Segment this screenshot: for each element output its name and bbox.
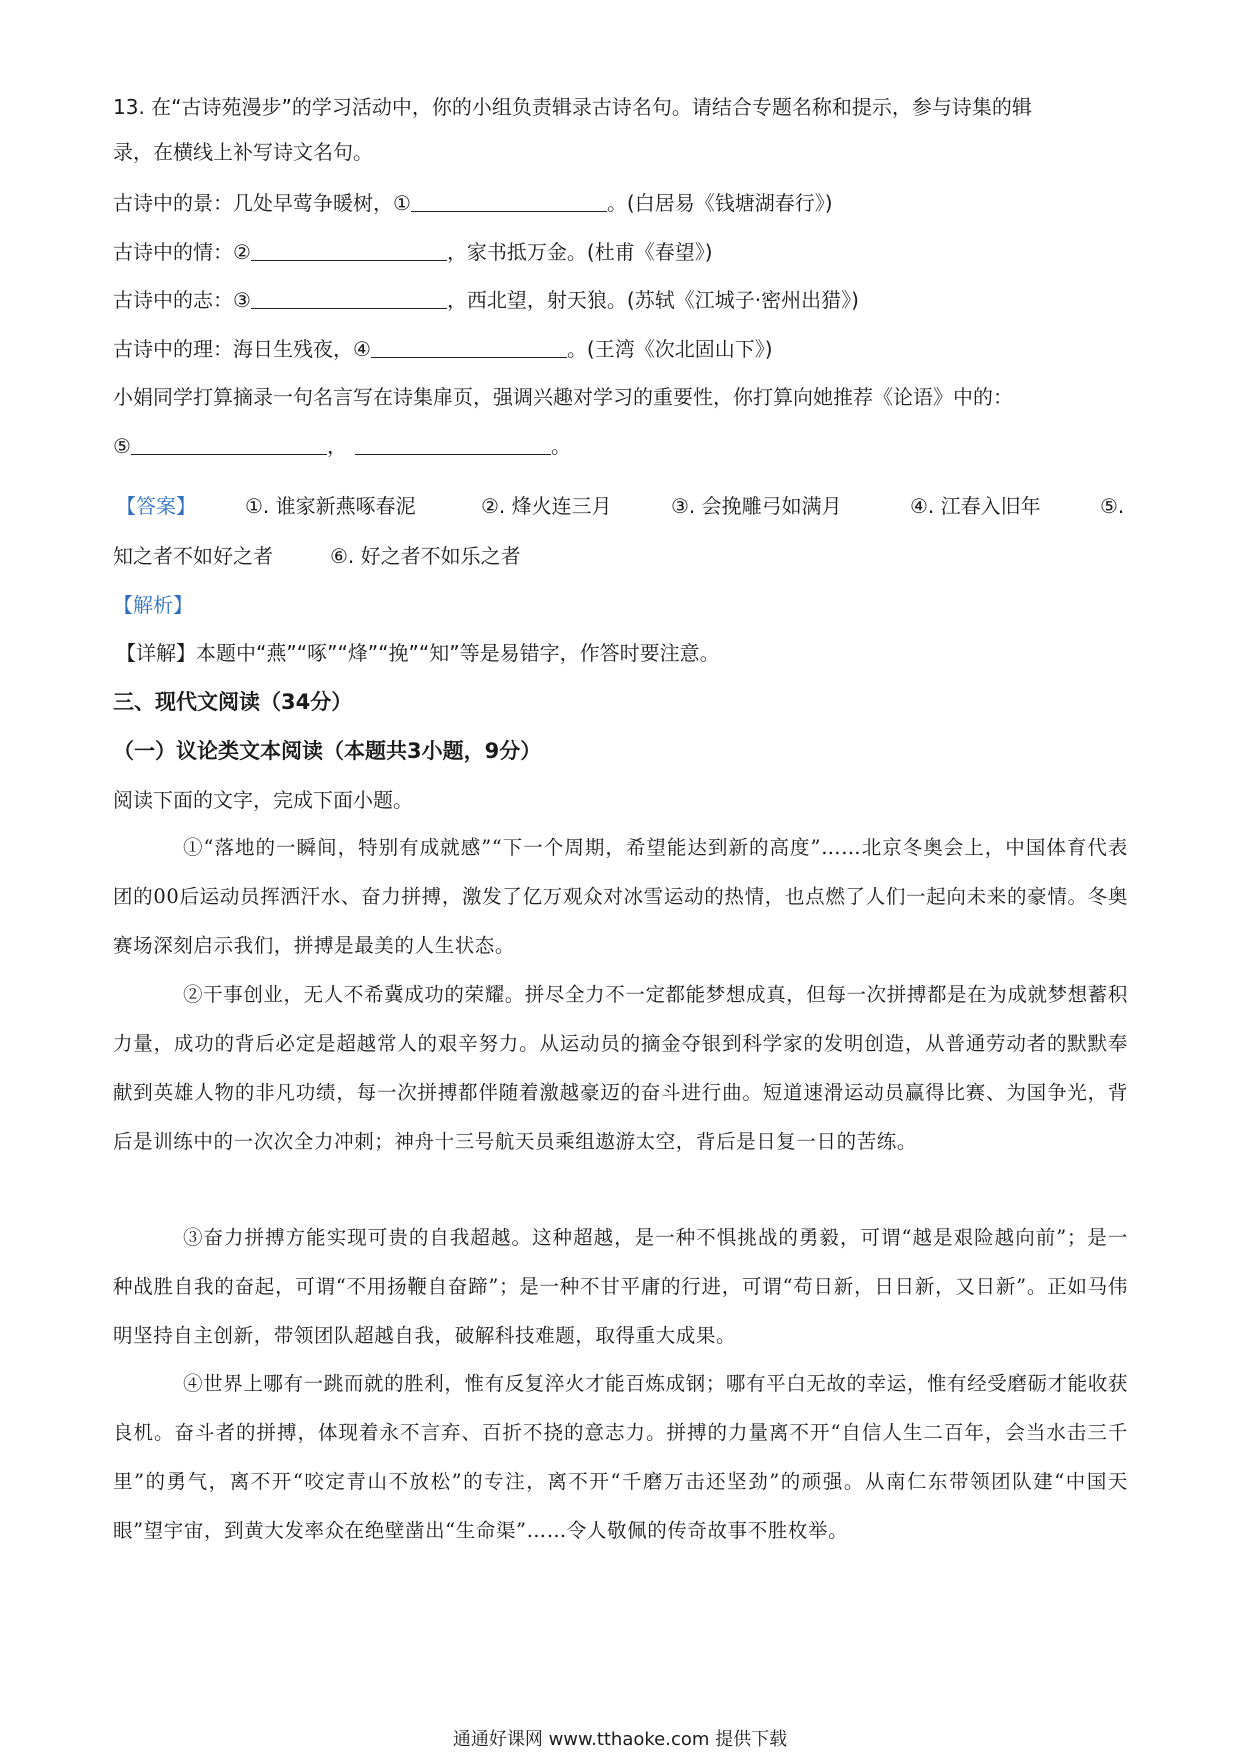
section-subtitle: （一）议论类文本阅读（本题共3小题，9分） <box>113 739 542 763</box>
passage-paragraph-4: ④世界上哪有一跳而就的胜利，惟有反复淬火才能百炼成钢；哪有平白无故的幸运，惟有经受磨砺才能收获良机。奋斗者的拼搏，体现着永不言弃、百折不挠的意志力。拼搏的力量离不开“自信人生二百年，会当水击三千里”的勇气，离不开“咬定青山不放松”的专注，离不开“千磨万击还坚劲”的顽强。从南仁东带领团队建“中国天眼”望宇宙，到黄大发率众在绝壁凿出“生命渠”……令人敬佩的传奇故事不胜枚举。 <box>113 1372 1128 1542</box>
answer-item-2: ②. 烽火连三月 <box>481 494 612 518</box>
question-item-3 <box>113 285 859 315</box>
passage-paragraph-3: ③奋力拼搏方能实现可贵的自我超越。这种超越，是一种不惧挑战的勇毅，可谓“越是艰险越向前”；是一种战胜自我的奋起，可谓“不用扬鞭自奋蹄”；是一种不甘平庸的行进，可谓“苟日新，日日新，又日新”。正如马伟明坚持自主创新，带领团队超越自我，破解科技难题，取得重大成果。 <box>113 1226 1128 1347</box>
answer-item-5-text: 知之者不如好之者 <box>113 544 273 568</box>
question-item-4 <box>113 334 773 364</box>
q4-prefix: 古诗中的理：海日生残夜，④ <box>113 337 371 361</box>
question-line-2: 录，在横线上补写诗文名句。 <box>113 140 373 164</box>
answer-item-1: ①. 谁家新燕啄春泥 <box>245 494 416 518</box>
q1-suffix: 。(白居易《钱塘湖春行》) <box>606 191 833 215</box>
answer-item-6: ⑥. 好之者不如乐之者 <box>330 544 521 568</box>
q5-prefix: ⑤ <box>113 434 131 458</box>
answer-item-5: ⑤. <box>1100 494 1125 518</box>
answer-item-4: ④. 江春入旧年 <box>910 494 1041 518</box>
question-item-2 <box>113 237 713 267</box>
answer-blank-2[interactable] <box>251 238 447 261</box>
q4-suffix: 。(王湾《次北固山下》) <box>566 337 773 361</box>
analysis-detail: 【详解】本题中“燕”“啄”“烽”“挽”“知”等是易错字，作答时要注意。 <box>116 641 720 665</box>
passage-paragraph-2: ②干事创业，无人不希冀成功的荣耀。拼尽全力不一定都能梦想成真，但每一次拼搏都是在为成就梦想蓄积力量，成功的背后必定是超越常人的艰辛努力。从运动员的摘金夺银到科学家的发明创造，从普通劳动者的默默奉献到英雄人物的非凡功绩，每一次拼搏都伴随着激越豪迈的奋斗进行曲。短道速滑运动员赢得比赛、为国争光，背后是训练中的一次次全力冲刺；神舟十三号航天员乘组遨游太空，背后是日复一日的苦练。 <box>113 983 1128 1153</box>
question-item-5 <box>113 431 571 461</box>
question-5-intro: 小娟同学打算摘录一句名言写在诗集扉页，强调兴趣对学习的重要性，你打算向她推荐《论语》中的： <box>113 385 1013 409</box>
passage-paragraph-1: ①“落地的一瞬间，特别有成就感”“下一个周期，希望能达到新的高度”……北京冬奥会上，中国体育代表团的00后运动员挥洒汗水、奋力拼搏，激发了亿万观众对冰雪运动的热情，也点燃了人们一起向未来的豪情。冬奥赛场深刻启示我们，拼搏是最美的人生状态。 <box>113 836 1128 957</box>
question-line-1: 13. 在“古诗苑漫步”的学习活动中，你的小组负责辑录古诗名句。请结合专题名称和提示，参与诗集的辑 <box>113 95 1032 119</box>
analysis-tag: 【解析】 <box>113 593 193 617</box>
answer-blank-6[interactable] <box>355 432 551 455</box>
question-item-1 <box>113 188 833 218</box>
page-footer: 通通好课网 www.tthaoke.com 提供下载 <box>452 1729 788 1750</box>
q2-suffix: ，家书抵万金。(杜甫《春望》) <box>446 240 713 264</box>
answer-tag: 【答案】 <box>116 494 196 518</box>
q2-prefix: 古诗中的情：② <box>113 240 251 264</box>
section-title: 三、现代文阅读（34分） <box>113 690 353 714</box>
q1-prefix: 古诗中的景：几处早莺争暖树，① <box>113 191 411 215</box>
q3-prefix: 古诗中的志：③ <box>113 288 251 312</box>
section-instruction: 阅读下面的文字，完成下面小题。 <box>113 788 413 812</box>
answer-item-3: ③. 会挽雕弓如满月 <box>671 494 842 518</box>
q5-middle: ， <box>326 434 347 458</box>
q5-suffix: 。 <box>550 434 571 458</box>
answer-blank-3[interactable] <box>251 286 447 309</box>
answer-blank-5[interactable] <box>131 432 327 455</box>
q3-suffix: ，西北望，射天狼。(苏轼《江城子·密州出猎》) <box>446 288 859 312</box>
answer-blank-1[interactable] <box>411 189 607 212</box>
answer-blank-4[interactable] <box>371 335 567 358</box>
